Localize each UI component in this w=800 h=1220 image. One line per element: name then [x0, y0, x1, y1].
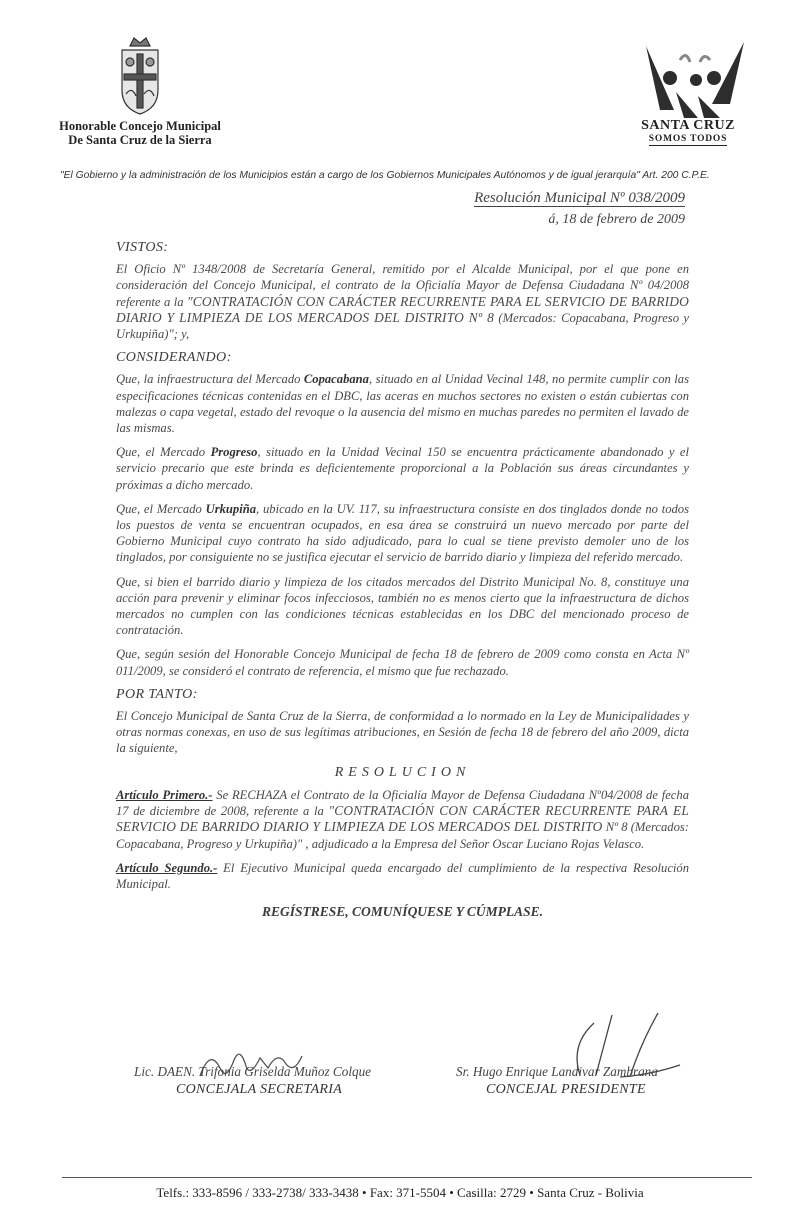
vistos-text-1: El Oficio Nº 1348/2008 de Secretaría General, remitido por el Alcalde Municipal, por el que pone en consideración del Concejo Municipal, el contrato de la Oficialía Mayor de Defensa Ciudadana Nº 04/2008 referente a la [116, 262, 689, 309]
left-signatory-role: CONCEJALA SECRETARIA [176, 1082, 343, 1097]
article-first-label: Artículo Primero.- [116, 787, 213, 802]
considerando-3-b: , ubicado en la UV. 117, su infraestructura consiste en dos tinglados donde no todos los puestos de venta se encuentran ocupados, en esa área se construirá un nuevo mercado por parte del Gobierno Municipal cuyo contrato ha sido adjudicado, para lo cual se tiene previsto demoler uno de los tinglados, por consiguiente no se justifica ejecutar el servicio de barrido diario y limpieza del referido mercado. [116, 501, 689, 565]
resolucion-heading: RESOLUCION [334, 764, 471, 780]
considerando-paragraph-4: Que, si bien el barrido diario y limpieza de los citados mercados del Distrito Municipal No. 8, constituye una acción para prevenir y eliminar focos infecciosos, también no es menos cierto que la infraestructura de dichos mercados no cumplen con las condiciones técnicas establecidas en los DBC del mencionado proceso de contratación. [116, 574, 689, 638]
resolution-number-text: Resolución Municipal Nº 038/2009 [474, 190, 685, 206]
article-first [116, 787, 689, 852]
considerando-paragraph-5: Que, según sesión del Honorable Concejo Municipal de fecha 18 de febrero de 2009 como consta en Acta Nº 011/2009, se consideró el contrato de referencia, el mismo que fue rechazado. [116, 647, 689, 678]
vistos-text-2: (Mercados: Copacabana, Progreso y Urkupiña)"; y, [116, 310, 690, 342]
article-second-text: El Ejecutivo Municipal queda encargado del cumplimiento de la respectiva Resolución Municipal. [116, 860, 689, 891]
footer-contact: Telfs.: 333-8596 / 333-2738/ 333-3438 • Fax: 371-5504 • Casilla: 2729 • Santa Cruz - Bolivia [156, 1185, 644, 1200]
brand-name: SANTA CRUZ [641, 118, 735, 133]
council-name [40, 119, 240, 147]
considerando-1-b: , situado en al Unidad Vecinal 148, no permite cumplir con las especificaciones técnicas contenidas en el DBC, las aceras en muchos sectores no existen o están cubiertas con malezas o capa vegetal, estado del revoque o la ausencia del mismo en muchas paredes no permiten el lavado de las mismas. [116, 372, 689, 436]
por-tanto-heading: POR TANTO: [116, 686, 198, 702]
market-progreso: Progreso [210, 445, 258, 460]
considerando-heading: CONSIDERANDO: [116, 350, 232, 366]
considerando-2-b: , situado en la Unidad Vecinal 150 se encuentra prácticamente abandonado y el servicio precario que este brinda es deficientemente proporcional a la Población sus áreas circundantes y próximas a dicho mercado. [116, 445, 689, 492]
brand-slogan-text: SOMOS TODOS [648, 134, 728, 144]
right-signatory-name: Sr. Hugo Enrique Landivar Zambrana [456, 1064, 658, 1079]
considerando-3-a: Que, el Mercado [116, 501, 206, 516]
considerando-paragraph-1 [116, 371, 689, 436]
footer-divider [62, 1177, 752, 1178]
resolution-date: á, 18 de febrero de 2009 [548, 212, 685, 227]
article-first-contract-title: "CONTRATACIÓN CON CARÁCTER RECURRENTE PARA EL SERVICIO DE BARRIDO DIARIO Y LIMPIEZA DE LOS MERCADOS DEL DISTRITO [116, 803, 689, 835]
vistos-heading: VISTOS: [116, 240, 169, 255]
article-first-text-c: Nº 8 (Mercados: Copacabana, Progreso y Urkupiña)" , adjudicado a la Empresa del Señor Oscar Luciano Rojas Velasco. [116, 820, 689, 851]
right-signatory-role: CONCEJAL PRESIDENTE [486, 1082, 646, 1097]
article-first-text-a: Se RECHAZA el Contrato de la Oficialía Mayor de Defensa Ciudadana Nº04/2008 de fecha 17 de diciembre de 2008, referente a la [116, 787, 689, 819]
considerando-1-a: Que, la infraestructura del Mercado [116, 372, 304, 387]
article-second-label: Artículo Segundo.- [116, 860, 218, 875]
considerando-paragraph-3 [116, 501, 689, 566]
coat-of-arms-icon [112, 34, 168, 116]
santa-cruz-people-logo-icon [640, 40, 750, 122]
left-signatory-name: Lic. DAEN. Trifonia Griselda Muñoz Colque [134, 1064, 372, 1079]
article-second [116, 860, 689, 892]
brand-slogan [632, 134, 744, 144]
considerando-paragraph-2 [116, 444, 689, 493]
considerando-2-a: Que, el Mercado [116, 445, 211, 460]
vistos-paragraph [116, 261, 689, 342]
por-tanto-paragraph: El Concejo Municipal de Santa Cruz de la Sierra, de conformidad a lo normado en la Ley de Municipalidades y otras normas conexas, en uso de sus legítimas atribuciones, en Sesión de fecha 18 de febrero del año 2009, dicta la siguiente, [116, 709, 689, 756]
closing-formula: REGÍSTRESE, COMUNÍQUESE Y CÚMPLASE. [262, 904, 543, 920]
council-line-1: Honorable Concejo Municipal [59, 119, 221, 133]
council-line-2: De Santa Cruz de la Sierra [68, 133, 212, 147]
vistos-contract-title: "CONTRATACIÓN CON CARÁCTER RECURRENTE PARA EL SERVICIO DE BARRIDO DIARIO Y LIMPIEZA DE LOS MERCADOS DEL DISTRITO Nº 8 [116, 293, 689, 325]
market-urkupina: Urkupiña [205, 501, 257, 516]
handwritten-signature-icon [190, 1038, 310, 1088]
resolution-body [116, 236, 689, 920]
resolution-number [400, 190, 685, 207]
constitution-quote: "El Gobierno y la administración de los Municipios están a cargo de los Gobiernos Municipales Autónomos y de igual jerarquía" Art. 200 C.P.E. [60, 170, 710, 181]
market-copacabana: Copacabana [303, 372, 369, 387]
